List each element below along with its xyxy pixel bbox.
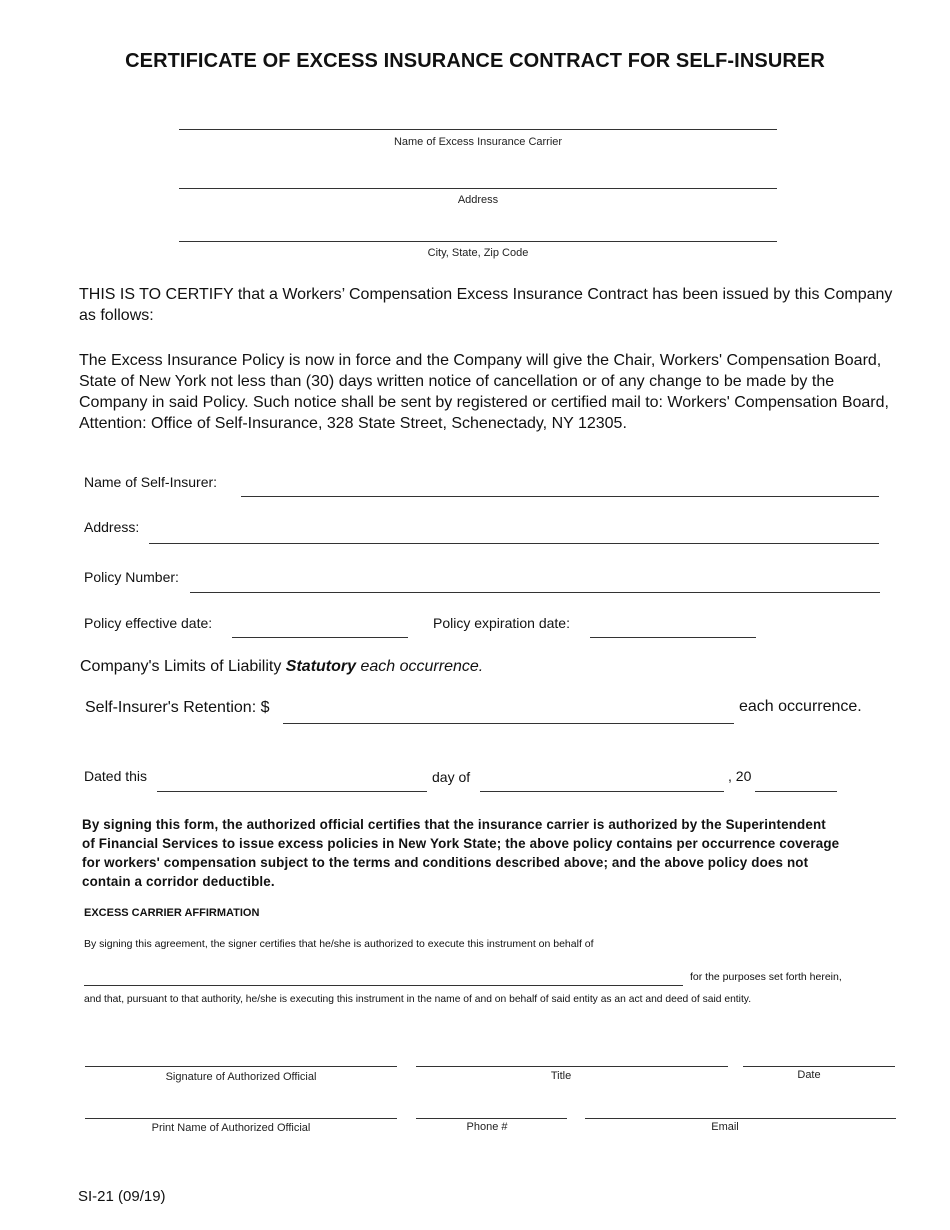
form-title: CERTIFICATE OF EXCESS INSURANCE CONTRACT FOR SELF-INSURER <box>125 50 825 72</box>
effective-date-label: Policy effective date: <box>84 615 213 631</box>
affirmation-line1: By signing this agreement, the signer certifies that he/she is authorized to execute this instrument on behalf of <box>84 938 594 950</box>
limits-statutory: Statutory <box>285 658 357 675</box>
date-caption: Date <box>797 1069 821 1081</box>
email-line[interactable] <box>585 1118 896 1119</box>
self-insurer-field[interactable] <box>241 496 879 497</box>
form-id: SI-21 (09/19) <box>78 1188 166 1205</box>
address-label: Address: <box>84 519 140 535</box>
limits-of-liability <box>80 658 483 676</box>
title-caption: Title <box>550 1070 572 1082</box>
carrier-city-line[interactable] <box>179 241 777 242</box>
signing-statement: By signing this form, the authorized official certifies that the insurance carrier is authorized by the Superintendent of Financial Services to issue excess policies in New York State; the above policy contains per occurrence coverage for workers' compensation subject to the terms and conditions described above; and the above policy does not contain a corridor deductible. <box>82 817 840 889</box>
policy-number-label: Policy Number: <box>84 569 179 585</box>
limits-suffix: each occurrence. <box>356 658 484 675</box>
self-insurer-label: Name of Self-Insurer: <box>84 474 218 490</box>
policy-number-field[interactable] <box>190 592 880 593</box>
dated-this-label: Dated this <box>84 768 148 784</box>
expiration-date-field[interactable] <box>590 637 756 638</box>
carrier-name-caption: Name of Excess Insurance Carrier <box>393 136 563 148</box>
signature-line[interactable] <box>85 1066 397 1067</box>
affirmation-heading: EXCESS CARRIER AFFIRMATION <box>84 907 260 919</box>
phone-line[interactable] <box>416 1118 567 1119</box>
carrier-address-line[interactable] <box>179 188 777 189</box>
print-name-line[interactable] <box>85 1118 397 1119</box>
email-caption: Email <box>711 1121 739 1133</box>
dated-day-field[interactable] <box>157 791 427 792</box>
affirmation-line2: and that, pursuant to that authority, he/she is executing this instrument in the name of and on behalf of said entity as an act and deed of said entity. <box>84 994 752 1005</box>
effective-date-field[interactable] <box>232 637 408 638</box>
limits-prefix: Company's Limits of Liability <box>80 658 286 675</box>
retention-suffix: each occurrence. <box>739 698 862 715</box>
phone-caption: Phone # <box>466 1121 508 1133</box>
affirmation-purposes: for the purposes set forth herein, <box>690 971 842 983</box>
year-prefix-label: , 20 <box>728 768 752 784</box>
dated-month-field[interactable] <box>480 791 724 792</box>
address-field[interactable] <box>149 543 879 544</box>
print-name-caption: Print Name of Authorized Official <box>151 1122 311 1134</box>
retention-field[interactable] <box>283 723 734 724</box>
certify-paragraph: THIS IS TO CERTIFY that a Workers’ Compensation Excess Insurance Contract has been issued by this Company as follows: <box>79 286 893 324</box>
title-line[interactable] <box>416 1066 728 1067</box>
day-of-label: day of <box>432 769 471 785</box>
carrier-name-line[interactable] <box>179 129 777 130</box>
dated-year-field[interactable] <box>755 791 837 792</box>
carrier-address-caption: Address <box>457 194 499 206</box>
signature-caption: Signature of Authorized Official <box>165 1071 317 1083</box>
policy-paragraph: The Excess Insurance Policy is now in force and the Company will give the Chair, Workers' Compensation Board, State of New York not less than (30) days written notice of cancellation or of any change to be made by the Company in said Policy. Such notice shall be sent by registered or certified mail to: Workers' Compensation Board, Attention: Office of Self-Insurance, 328 State Street, Schenectady, NY 12305. <box>79 352 889 432</box>
date-line[interactable] <box>743 1066 895 1067</box>
retention-label: Self-Insurer's Retention: $ <box>85 699 270 716</box>
entity-name-field[interactable] <box>84 985 683 986</box>
carrier-city-caption: City, State, Zip Code <box>427 247 529 259</box>
expiration-date-label: Policy expiration date: <box>433 615 570 631</box>
